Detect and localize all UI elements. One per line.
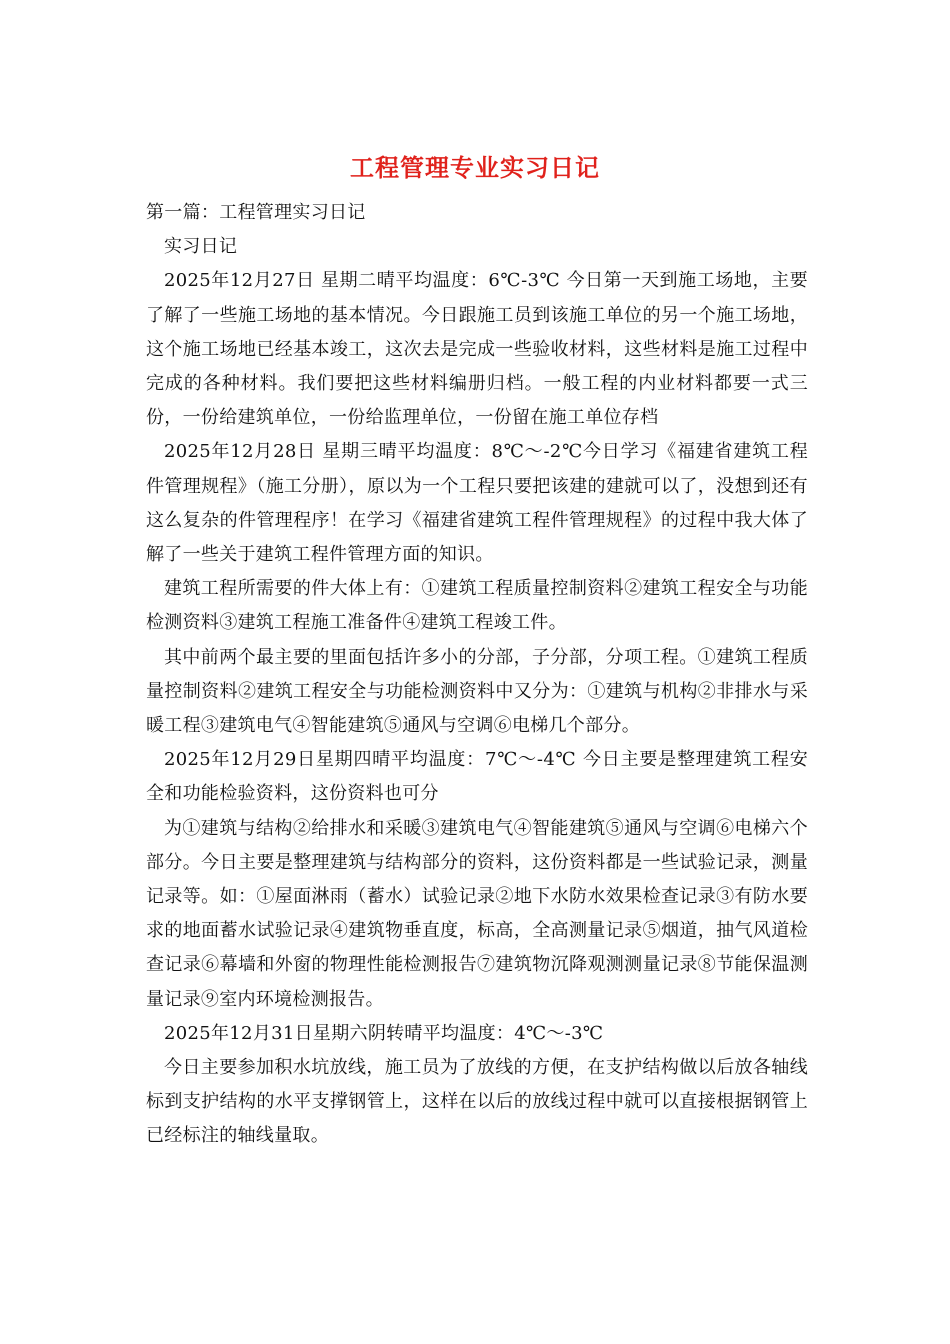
diary-entry-dec-27: 2025年12月27日 星期二晴平均温度：6℃-3℃ 今日第一天到施工场地，主要了解了一些施工场地的基本情况。今日跟施工员到该施工单位的另一个施工场地，这个施工场地已经基本竣工，这次去是完成一些验收材料，这些材料是施工过程中完成的各种材料。我们要把这些材料编册归档。一般工程的内业材料都要一式三份，一份给建筑单位，一份给监理单位，一份留在施工单位存档 (146, 270, 808, 429)
paragraph-six-parts: 为①建筑与结构②给排水和采暖③建筑电气④智能建筑⑤通风与空调⑥电梯六个部分。今日主要是整理建筑与结构部分的资料，这份资料都是一些试验记录，测量记录等。如：①屋面淋雨（蓄水）试验记录②地下水防水效果检查记录③有防水要求的地面蓄水试验记录④建筑物垂直度，标高，全高测量记录⑤烟道，抽气风道检查记录⑥幕墙和外窗的物理性能检测报告⑦建筑物沉降观测测量记录⑧节能保温测量记录⑨室内环境检测报告。 (146, 817, 808, 1010)
diary-entry-dec-29: 2025年12月29日星期四晴平均温度：7℃～-4℃ 今日主要是整理建筑工程安全和功能检验资料，这份资料也可分 (146, 749, 808, 805)
subheading: 实习日记 (164, 236, 238, 258)
paragraph-document-types: 建筑工程所需要的件大体上有：①建筑工程质量控制资料②建筑工程安全与功能检测资料③建筑工程施工准备件④建筑工程竣工件。 (146, 578, 808, 634)
diary-entry-dec-28: 2025年12月28日 星期三晴平均温度：8℃～-2℃今日学习《福建省建筑工程件管理规程》（施工分册），原以为一个工程只要把该建的建就可以了，没想到还有这么复杂的件管理程序！在学习《福建省建筑工程件管理规程》的过程中我大体了解了一些关于建筑工程件管理方面的知识。 (146, 441, 808, 566)
diary-entry-dec-31: 2025年12月31日星期六阴转晴平均温度：4℃～-3℃ (164, 1022, 604, 1044)
paragraph-layout-lines: 今日主要参加积水坑放线，施工员为了放线的方便，在支护结构做以后放各轴线标到支护结构的水平支撑钢管上，这样在以后的放线过程中就可以直接根据钢管上已经标注的轴线量取。 (146, 1057, 808, 1147)
paragraph-subdivisions: 其中前两个最主要的里面包括许多小的分部，子分部，分项工程。①建筑工程质量控制资料②建筑工程安全与功能检测资料中又分为：①建筑与机构②非排水与采暖工程③建筑电气④智能建筑⑤通风与空调⑥电梯几个部分。 (146, 646, 808, 737)
document-body (146, 196, 808, 1154)
document-title: 工程管理专业实习日记 (350, 153, 600, 182)
section-heading: 第一篇：工程管理实习日记 (146, 202, 366, 223)
